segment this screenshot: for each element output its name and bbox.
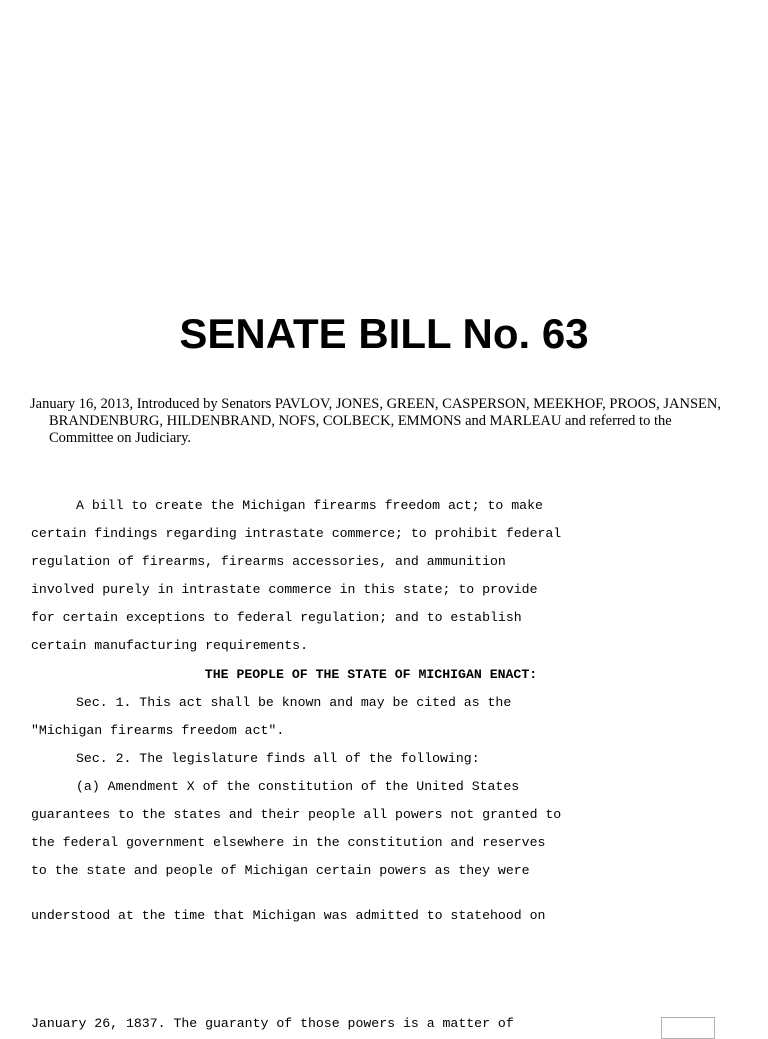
bill-line: involved purely in intrastate commerce in this state; to provide bbox=[31, 582, 538, 598]
bill-line: Sec. 2. The legislature finds all of the following: bbox=[76, 750, 480, 766]
page-number-box bbox=[661, 1017, 715, 1039]
bill-line: the federal government elsewhere in the constitution and reserves bbox=[31, 835, 546, 851]
bill-line: (a) Amendment X of the constitution of the United States bbox=[76, 778, 520, 794]
bill-title: SENATE BILL No. 63 bbox=[179, 310, 589, 357]
enacting-clause: THE PEOPLE OF THE STATE OF MICHIGAN ENACT: bbox=[204, 666, 538, 682]
bill-line: Sec. 1. This act shall be known and may be cited as the bbox=[76, 694, 512, 710]
bill-line: to the state and people of Michigan certain powers as they were bbox=[31, 863, 530, 879]
bill-line: guarantees to the states and their people all powers not granted to bbox=[31, 807, 562, 823]
bill-text bbox=[31, 494, 751, 932]
bill-line: "Michigan firearms freedom act". bbox=[31, 722, 285, 738]
bill-line: understood at the time that Michigan was admitted to statehood on bbox=[31, 908, 546, 924]
bill-line: certain findings regarding intrastate commerce; to prohibit federal bbox=[31, 526, 562, 542]
bill-line: A bill to create the Michigan firearms freedom act; to make bbox=[76, 498, 543, 513]
introduction-note: January 16, 2013, Introduced by Senators PAVLOV, JONES, GREEN, CASPERSON, MEEKHOF, PROOS, JANSEN, BRANDENBURG, HILDENBRAND, NOFS, COLBECK, EMMONS and MARLEAU and referred to the Committee on Judiciary. bbox=[30, 396, 721, 446]
bill-line: for certain exceptions to federal regulation; and to establish bbox=[31, 610, 522, 626]
bill-line: regulation of firearms, firearms accessories, and ammunition bbox=[31, 554, 506, 570]
bill-line: certain manufacturing requirements. bbox=[31, 638, 308, 654]
bill-line-partial: January 26, 1837. The guaranty of those powers is a matter of bbox=[31, 1016, 514, 1031]
